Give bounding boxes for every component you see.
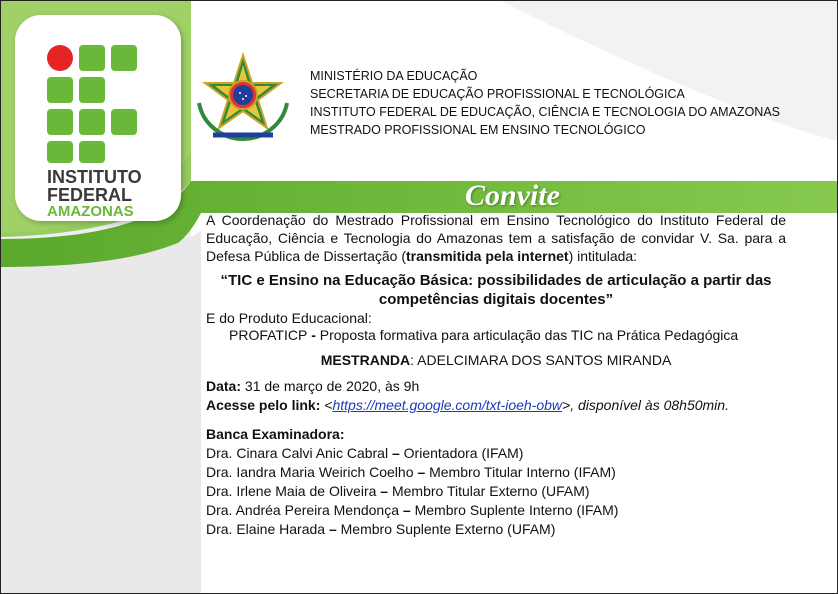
member-role: Membro Suplente Externo (UFAM) (340, 521, 556, 537)
institute-logo (15, 15, 181, 221)
banca-member (206, 463, 786, 482)
logo-block (79, 77, 105, 103)
member-name: Dra. Cinara Calvi Anic Cabral (206, 445, 389, 461)
header-line: MESTRADO PROFISSIONAL EM ENSINO TECNOLÓGICO (310, 123, 646, 137)
link-close: >, disponível às 08h50min. (562, 397, 729, 413)
banca-member (206, 482, 786, 501)
banca-title: Banca Examinadora: (206, 426, 345, 442)
logo-block (47, 109, 73, 135)
banca-member (206, 501, 786, 520)
member-dash: – (376, 483, 392, 499)
link-label: Acesse pelo link: (206, 397, 321, 413)
date-line (206, 377, 786, 396)
logo-block (79, 109, 105, 135)
link-open: < (320, 397, 333, 413)
intro-bold-text: transmitida pela internet (406, 248, 569, 264)
logo-block (47, 77, 73, 103)
member-role: Orientadora (IFAM) (403, 445, 524, 461)
mestranda-label: MESTRANDA (320, 352, 411, 368)
header-institution-lines (310, 67, 780, 139)
product-description: Proposta formativa para articulação das TIC na Prática Pedagógica (319, 327, 739, 343)
member-dash: – (325, 521, 341, 537)
thesis-title: “TIC e Ensino na Educação Básica: possibilidades de articulação a partir das competências digitais docentes” (220, 272, 772, 308)
product-line (206, 327, 786, 344)
logo-block (111, 45, 137, 71)
member-dash: – (413, 464, 430, 480)
header-line: MINISTÉRIO DA EDUCAÇÃO (310, 69, 478, 83)
member-dash: – (399, 502, 415, 518)
member-name: Dra. Irlene Maia de Oliveira (206, 483, 377, 499)
member-role: Membro Suplente Interno (IFAM) (414, 502, 619, 518)
logo-block (47, 141, 73, 163)
banner-title: Convite (465, 179, 560, 212)
logo-block (79, 45, 105, 71)
logo-block (111, 109, 137, 135)
logo-text-instituto: INSTITUTO (47, 167, 142, 187)
member-name: Dra. Iandra Maria Weirich Coelho (206, 464, 414, 480)
invitation-body (206, 211, 786, 539)
mestranda-line (206, 352, 786, 369)
product-separator: - (307, 327, 320, 343)
date-value: 31 de março de 2020, às 9h (241, 378, 420, 394)
member-role: Membro Titular Externo (UFAM) (391, 483, 590, 499)
member-name: Dra. Andréa Pereira Mendonça (206, 502, 399, 518)
intro-paragraph (206, 211, 786, 265)
member-name: Dra. Elaine Harada (206, 521, 326, 537)
meeting-link[interactable]: https://meet.google.com/txt-ioeh-obw (332, 397, 563, 413)
mestranda-name: : ADELCIMARA DOS SANTOS MIRANDA (410, 352, 672, 368)
banca-member (206, 520, 786, 539)
date-label: Data: (206, 378, 242, 394)
brazil-coat-of-arms-icon (191, 49, 295, 149)
header-line: SECRETARIA DE EDUCAÇÃO PROFISSIONAL E TECNOLÓGICA (310, 87, 685, 101)
banca-member (206, 444, 786, 463)
member-dash: – (388, 445, 404, 461)
red-dot (47, 45, 73, 71)
member-role: Membro Titular Interno (IFAM) (429, 464, 616, 480)
link-line (206, 396, 786, 415)
intro-text-end: ) intitulada: (568, 248, 638, 264)
product-label: E do Produto Educacional: (206, 310, 372, 326)
logo-block (79, 141, 105, 163)
product-name: PROFATICP (229, 327, 308, 343)
logo-text-amazonas: AMAZONAS (47, 203, 134, 220)
logo-text-federal: FEDERAL (47, 185, 132, 205)
header-line: INSTITUTO FEDERAL DE EDUCAÇÃO, CIÊNCIA E TECNOLOGIA DO AMAZONAS (310, 105, 780, 119)
intro-text: A Coordenação do Mestrado Profissional em Ensino Tecnológico do Instituto Federal de Educação, Ciência e Tecnologia do Amazonas tem a satisfação de convidar V. Sa. para a Defesa Pública de Dissertação ( (206, 212, 786, 264)
